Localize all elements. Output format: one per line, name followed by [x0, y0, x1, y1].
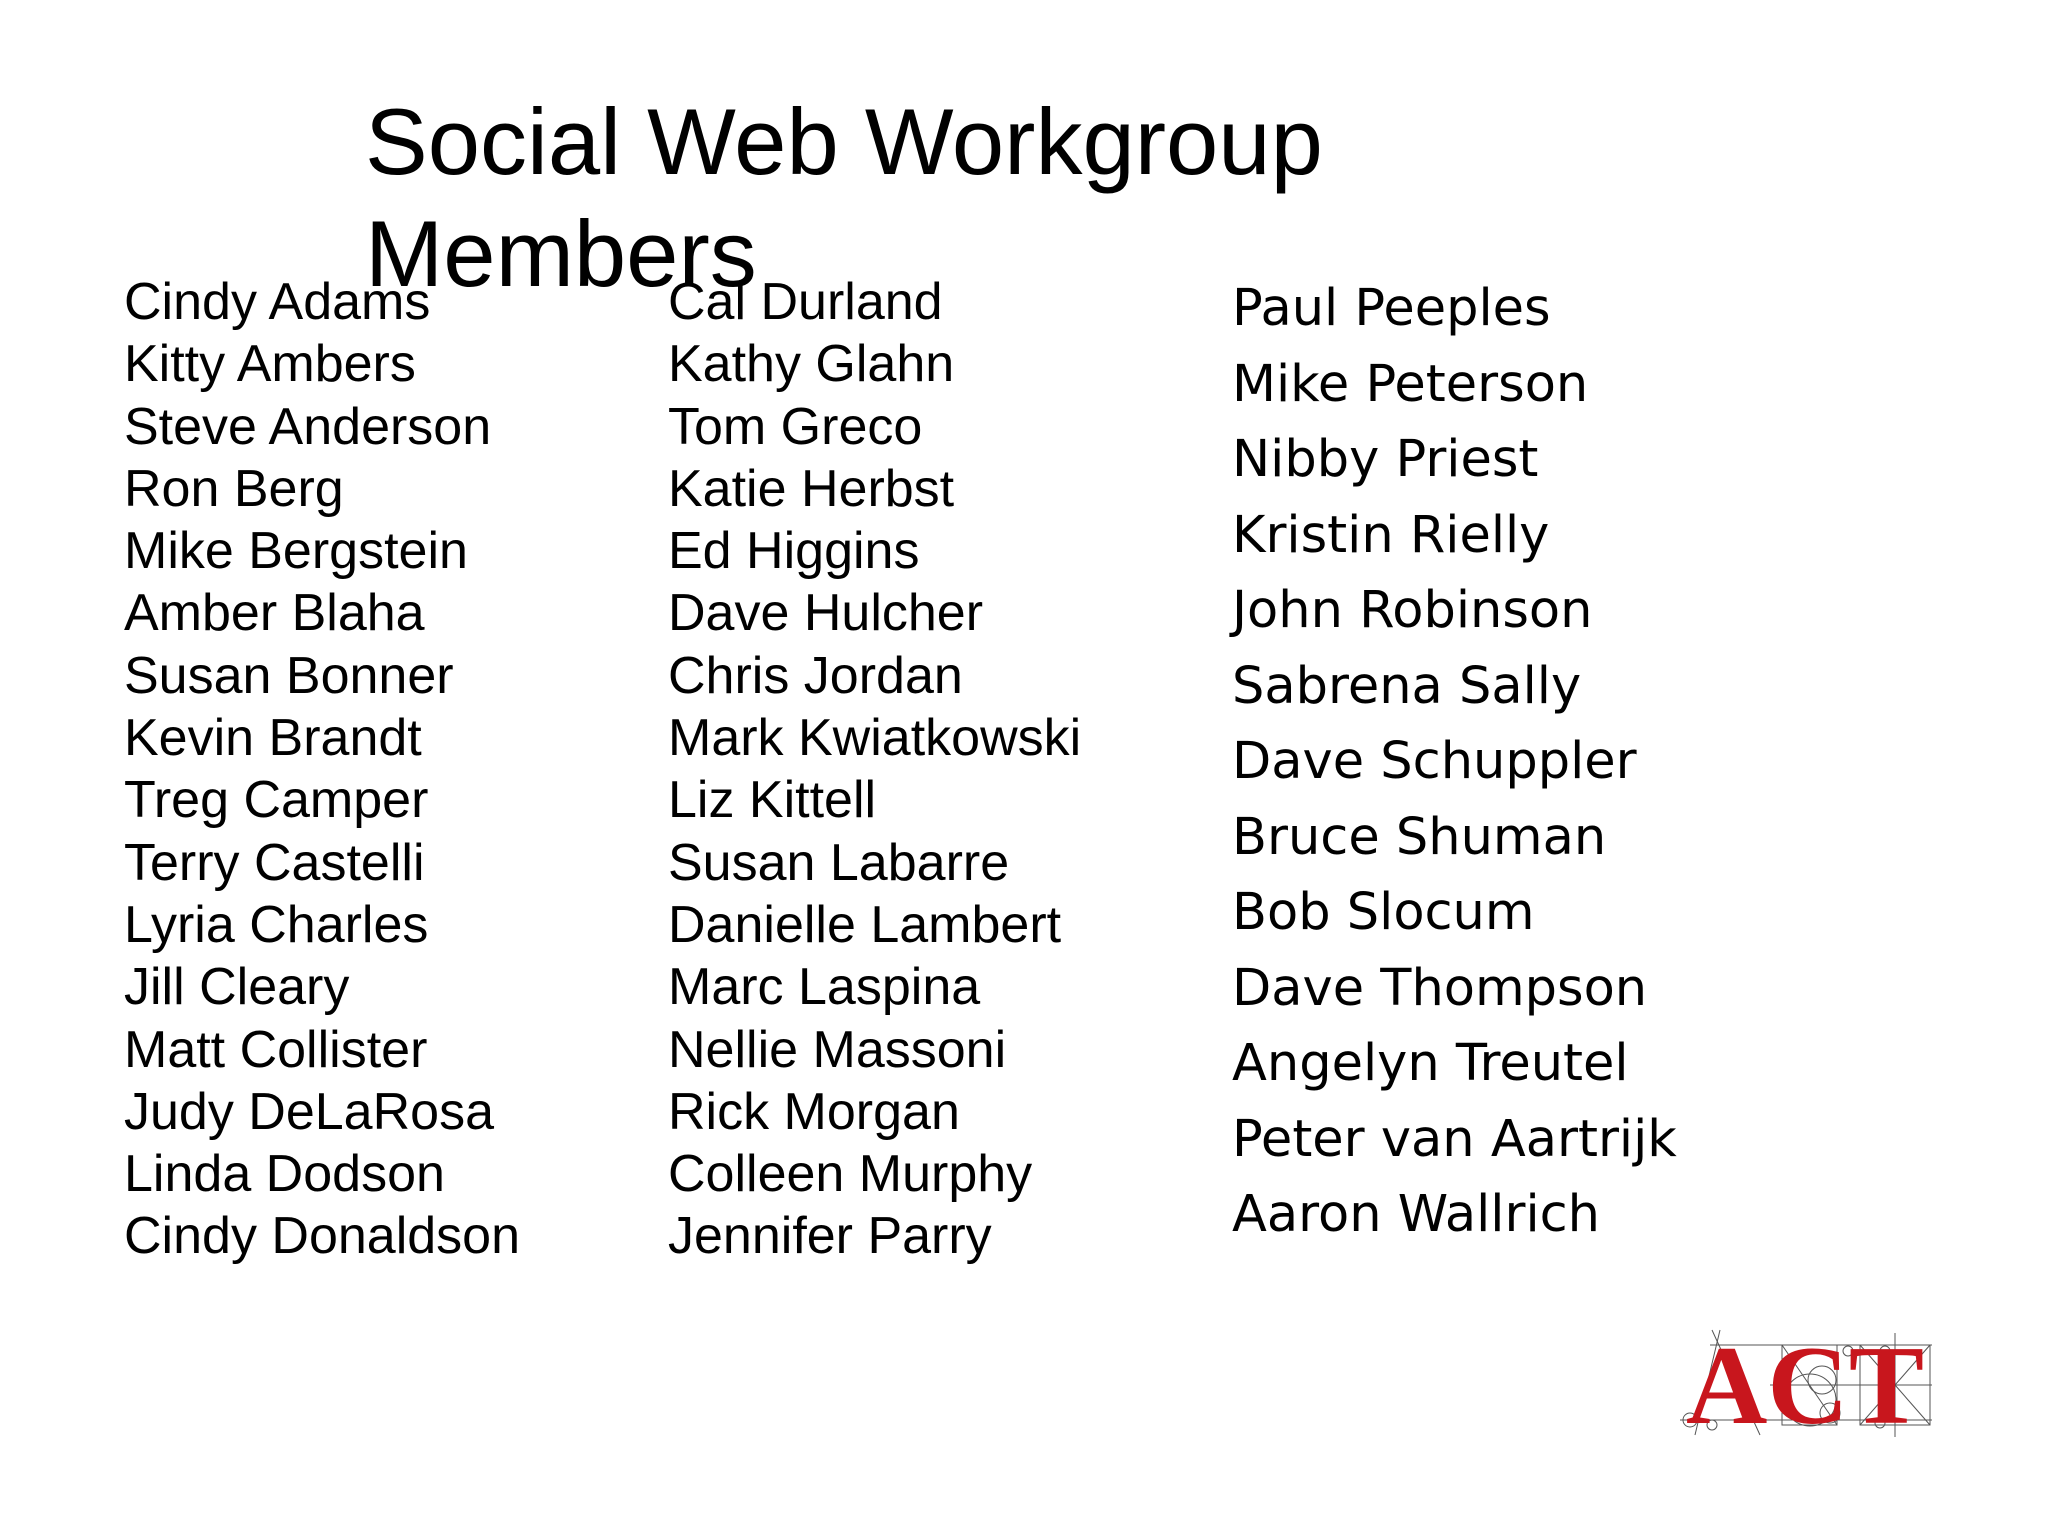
member-name: Kristin Rielly — [1232, 505, 1550, 565]
member-name: Angelyn Treutel — [1232, 1034, 1629, 1093]
member-name: Linda Dodson — [124, 1145, 445, 1204]
member-name: John Robinson — [1232, 581, 1593, 640]
member-name: Dave Hulcher — [668, 584, 984, 643]
member-name: Dave Schuppler — [1232, 732, 1637, 791]
member-name: Terry Castelli — [124, 833, 425, 892]
member-name: Mark Kwiatkowski — [668, 709, 1082, 768]
member-name: Cal Durland — [668, 273, 943, 331]
member-name: Mike Peterson — [1232, 354, 1589, 414]
member-name: Amber Blaha — [124, 584, 425, 643]
member-column-2 — [668, 271, 1081, 1268]
member-name: Katie Herbst — [668, 459, 955, 518]
member-name: Lyria Charles — [124, 895, 429, 954]
act-logo-text: ACT — [1686, 1325, 1924, 1445]
member-name: Kevin Brandt — [124, 709, 422, 768]
member-name: Marc Laspina — [668, 958, 981, 1017]
act-logo — [1670, 1325, 1940, 1445]
member-name: Steve Anderson — [124, 397, 492, 456]
member-name: Bob Slocum — [1232, 883, 1535, 942]
slide-title: Social Web Workgroup Members — [365, 89, 1323, 306]
member-name: Judy DeLaRosa — [124, 1082, 494, 1141]
member-name: Susan Bonner — [124, 646, 454, 705]
member-name: Danielle Lambert — [668, 895, 1062, 954]
member-name: Dave Thompson — [1232, 958, 1648, 1018]
member-name: Cindy Adams — [124, 273, 431, 331]
member-name: Sabrena Sally — [1232, 656, 1582, 716]
member-name: Kitty Ambers — [124, 335, 416, 394]
member-name: Mike Bergstein — [124, 522, 468, 581]
member-name: Aaron Wallrich — [1232, 1185, 1600, 1244]
member-name: Nellie Massoni — [668, 1020, 1007, 1079]
member-name: Peter van Aartrijk — [1232, 1109, 1677, 1169]
member-name: Cindy Donaldson — [124, 1207, 521, 1266]
member-column-3 — [1232, 271, 1677, 1253]
member-name: Tom Greco — [668, 397, 923, 456]
member-name: Colleen Murphy — [668, 1145, 1033, 1204]
member-name: Ron Berg — [124, 459, 344, 518]
member-name: Paul Peeples — [1232, 279, 1551, 338]
member-name: Susan Labarre — [668, 833, 1010, 892]
member-name: Chris Jordan — [668, 646, 963, 705]
member-name: Ed Higgins — [668, 522, 920, 581]
member-name: Kathy Glahn — [668, 335, 955, 394]
member-name: Matt Collister — [124, 1020, 428, 1079]
member-name: Treg Camper — [124, 771, 429, 830]
member-name: Liz Kittell — [668, 771, 877, 830]
member-name: Rick Morgan — [668, 1082, 960, 1141]
member-column-1 — [124, 271, 520, 1268]
member-name: Jennifer Parry — [668, 1207, 992, 1266]
member-name: Bruce Shuman — [1232, 807, 1607, 867]
member-name: Nibby Priest — [1232, 430, 1539, 489]
member-name: Jill Cleary — [124, 958, 350, 1017]
